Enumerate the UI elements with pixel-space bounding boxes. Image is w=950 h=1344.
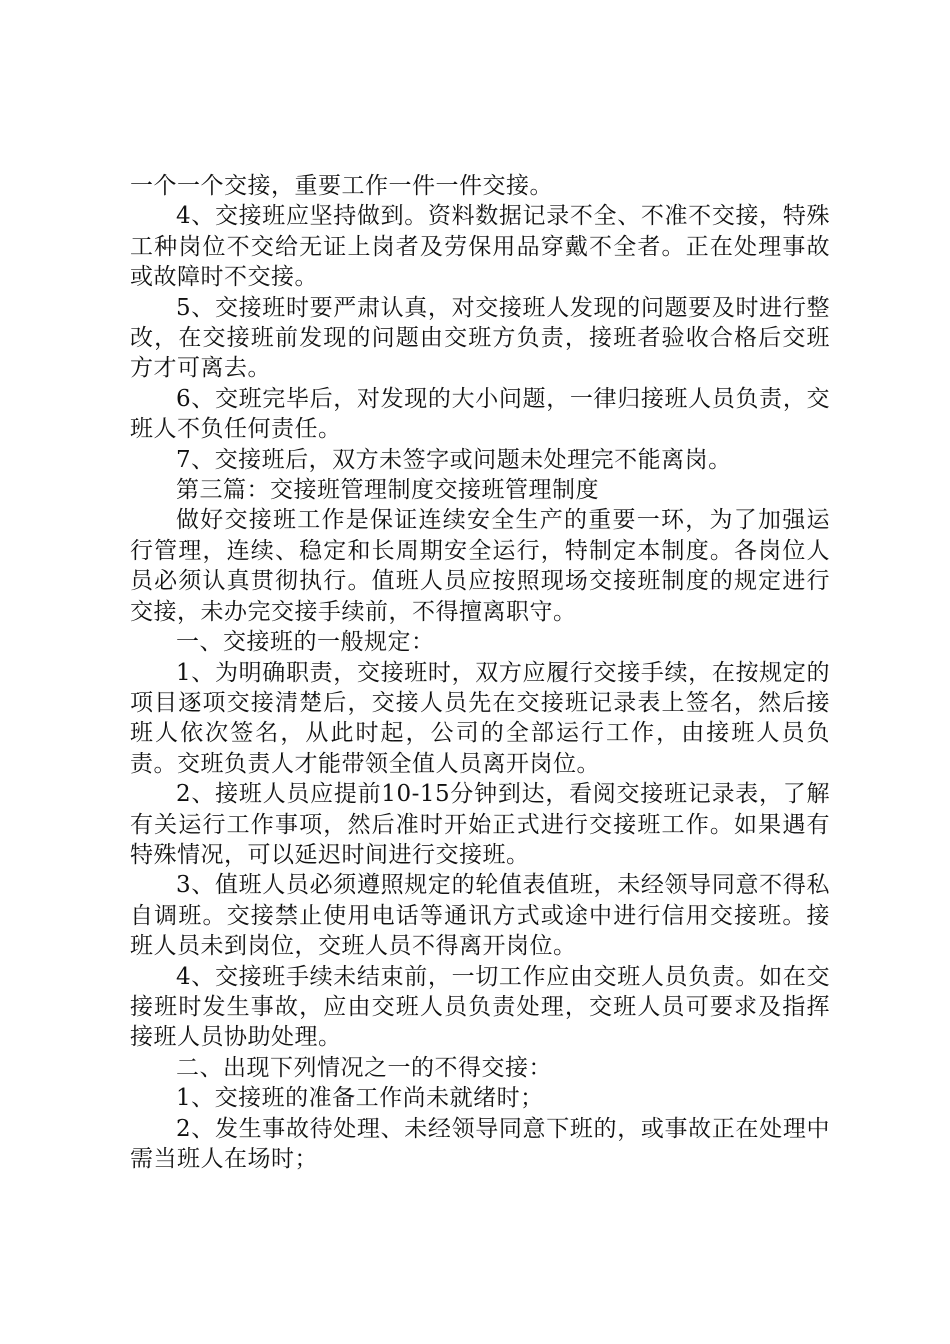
paragraph-11: 3、值班人员必须遵照规定的轮值表值班，未经领导同意不得私自调班。交接禁止使用电话等通讯方式或途中进行信用交接班。接班人员未到岗位，交班人员不得离开岗位。 (130, 872, 830, 960)
document-page (130, 171, 830, 1174)
paragraph-14: 1、交接班的准备工作尚未就绪时； (176, 1085, 544, 1112)
paragraph-4: 6、交班完毕后，对发现的大小问题，一律归接班人员负责，交班人不负任何责任。 (130, 385, 830, 443)
paragraph-1: 一个一个交接，重要工作一件一件交接。 (130, 173, 553, 199)
paragraph-10: 2、接班人员应提前10-15分钟到达，看阅交接班记录表，了解有关运行工作事项，然后准时开始正式进行交接班工作。如果遇有特殊情况，可以延迟时间进行交接班。 (130, 781, 830, 868)
subheading-no-handover: 二、出现下列情况之一的不得交接： (176, 1054, 552, 1081)
subheading-general-rules: 一、交接班的一般规定： (176, 629, 435, 656)
paragraph-3: 5、交接班时要严肃认真，对交接班人发现的问题要及时进行整改，在交接班前发现的问题由交班方负责，接班者验收合格后交班方才可离去。 (130, 294, 830, 382)
paragraph-9: 1、为明确职责，交接班时，双方应履行交接手续，在按规定的项目逐项交接清楚后，交接人员先在交接班记录表上签名，然后接班人依次签名，从此时起，公司的全部运行工作，由接班人员负责。交班负责人才能带领全值人员离开岗位。 (130, 659, 830, 777)
paragraph-5: 7、交接班后，双方未签字或问题未处理完不能离岗。 (176, 446, 732, 473)
section-heading: 第三篇：交接班管理制度交接班管理制度 (176, 477, 599, 504)
paragraph-2: 4、交接班应坚持做到。资料数据记录不全、不准不交接，特殊工种岗位不交给无证上岗者及劳保用品穿戴不全者。正在处理事故或故障时不交接。 (130, 203, 830, 291)
paragraph-15: 2、发生事故待处理、未经领导同意下班的，或事故正在处理中需当班人在场时； (130, 1115, 830, 1172)
paragraph-7: 做好交接班工作是保证连续安全生产的重要一环，为了加强运行管理，连续、稳定和长周期安全运行，特制定本制度。各岗位人员必须认真贯彻执行。值班人员应按照现场交接班制度的规定进行交接，未办完交接手续前，不得擅离职守。 (130, 507, 830, 625)
paragraph-12: 4、交接班手续未结束前，一切工作应由交班人员负责。如在交接班时发生事故，应由交班人员负责处理，交班人员可要求及指挥接班人员协助处理。 (130, 963, 830, 1051)
